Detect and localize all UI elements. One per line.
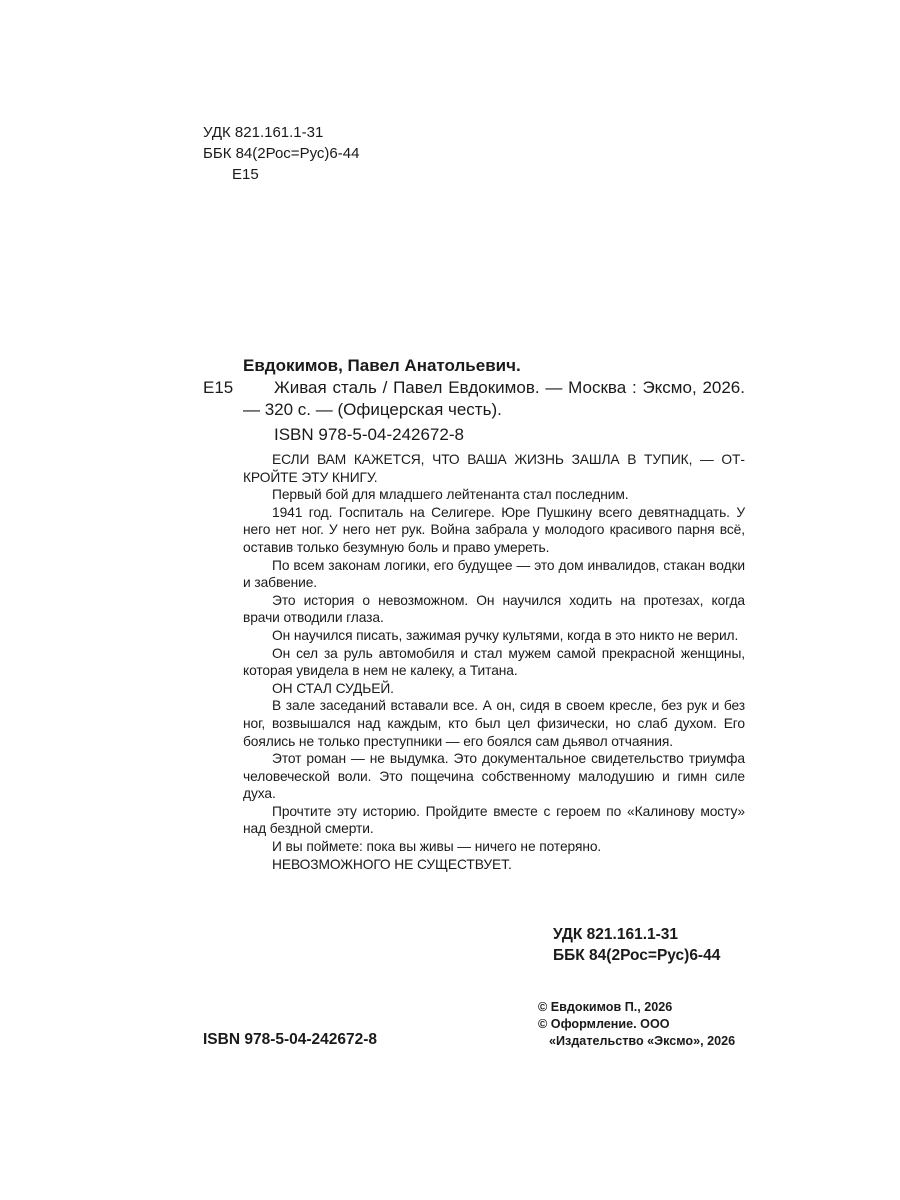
- top-author-sign: Е15: [232, 166, 259, 183]
- author-sign: Е15: [203, 378, 234, 397]
- bibliographic-description: Живая сталь / Павел Евдокимов. — Москва : Эксмо, 2026. — 320 с. — (Офицерская честь).: [243, 378, 745, 419]
- bottom-bbk: ББК 84(2Рос=Рус)6-44: [553, 947, 721, 964]
- annotation: [243, 451, 745, 873]
- annotation-paragraph: Он сел за руль автомобиля и стал мужем самой прекрасной женщины, которая увидела в нем не калеку, а Титана.: [243, 645, 745, 679]
- bottom-udk: УДК 821.161.1-31: [553, 926, 679, 943]
- annotation-paragraph: Этот роман — не выдумка. Это документальное свидетельство триумфа человеческой воли. Это пощечина собственному малодушию и гимн силе духа.: [243, 751, 745, 802]
- top-udk: УДК 821.161.1-31: [203, 124, 324, 141]
- annotation-paragraph: Прочтите эту историю. Пройдите вместе с героем по «Калинову мосту» над бездной смерти.: [243, 803, 745, 837]
- author-heading: Евдокимов, Павел Анатольевич.: [243, 356, 521, 375]
- annotation-paragraph: По всем законам логики, его будущее — это дом инвалидов, стакан водки и забвение.: [243, 557, 745, 591]
- annotation-paragraph: НЕВОЗМОЖНОГО НЕ СУЩЕСТВУЕТ.: [272, 856, 512, 872]
- annotation-paragraph: Он научился писать, зажимая ручку культями, когда в это никто не верил.: [272, 627, 739, 643]
- annotation-paragraph: Первый бой для младшего лейтенанта стал последним.: [272, 487, 629, 503]
- bibliographic-isbn: ISBN 978-5-04-242672-8: [274, 425, 464, 444]
- annotation-paragraph: Это история о невозможном. Он научился ходить на протезах, когда врачи отводили глаза.: [243, 592, 745, 626]
- annotation-paragraph: 1941 год. Госпиталь на Селигере. Юре Пушкину всего девятнадцать. У него нет ног. У него нет рук. Война забрала у молодого красивого парня всё, оставив только безумную боль и право умереть.: [243, 504, 745, 555]
- annotation-paragraph: В зале заседаний вставали все. А он, сидя в своем кресле, без рук и без ног, возвышался над каждым, кто был цел физически, но слаб духом. Его боялись не только преступники — его боялся сам дьявол отчаяния.: [243, 698, 745, 749]
- bottom-isbn: ISBN 978-5-04-242672-8: [203, 1031, 378, 1048]
- annotation-paragraph: ОН СТАЛ СУДЬЕЙ.: [272, 680, 394, 696]
- annotation-paragraph: ЕСЛИ ВАМ КАЖЕТСЯ, ЧТО ВАША ЖИЗНЬ ЗАШЛА В ТУПИК, — ОТКРОЙТЕ ЭТУ КНИГУ.: [243, 452, 745, 485]
- copyright-design: © Оформление. ООО: [538, 1017, 670, 1031]
- copyright-publisher: «Издательство «Эксмо», 2026: [549, 1034, 736, 1048]
- copyright-author: © Евдокимов П., 2026: [538, 1000, 673, 1014]
- top-bbk: ББК 84(2Рос=Рус)6-44: [203, 145, 360, 162]
- annotation-paragraph: И вы поймете: пока вы живы — ничего не потеряно.: [272, 839, 602, 855]
